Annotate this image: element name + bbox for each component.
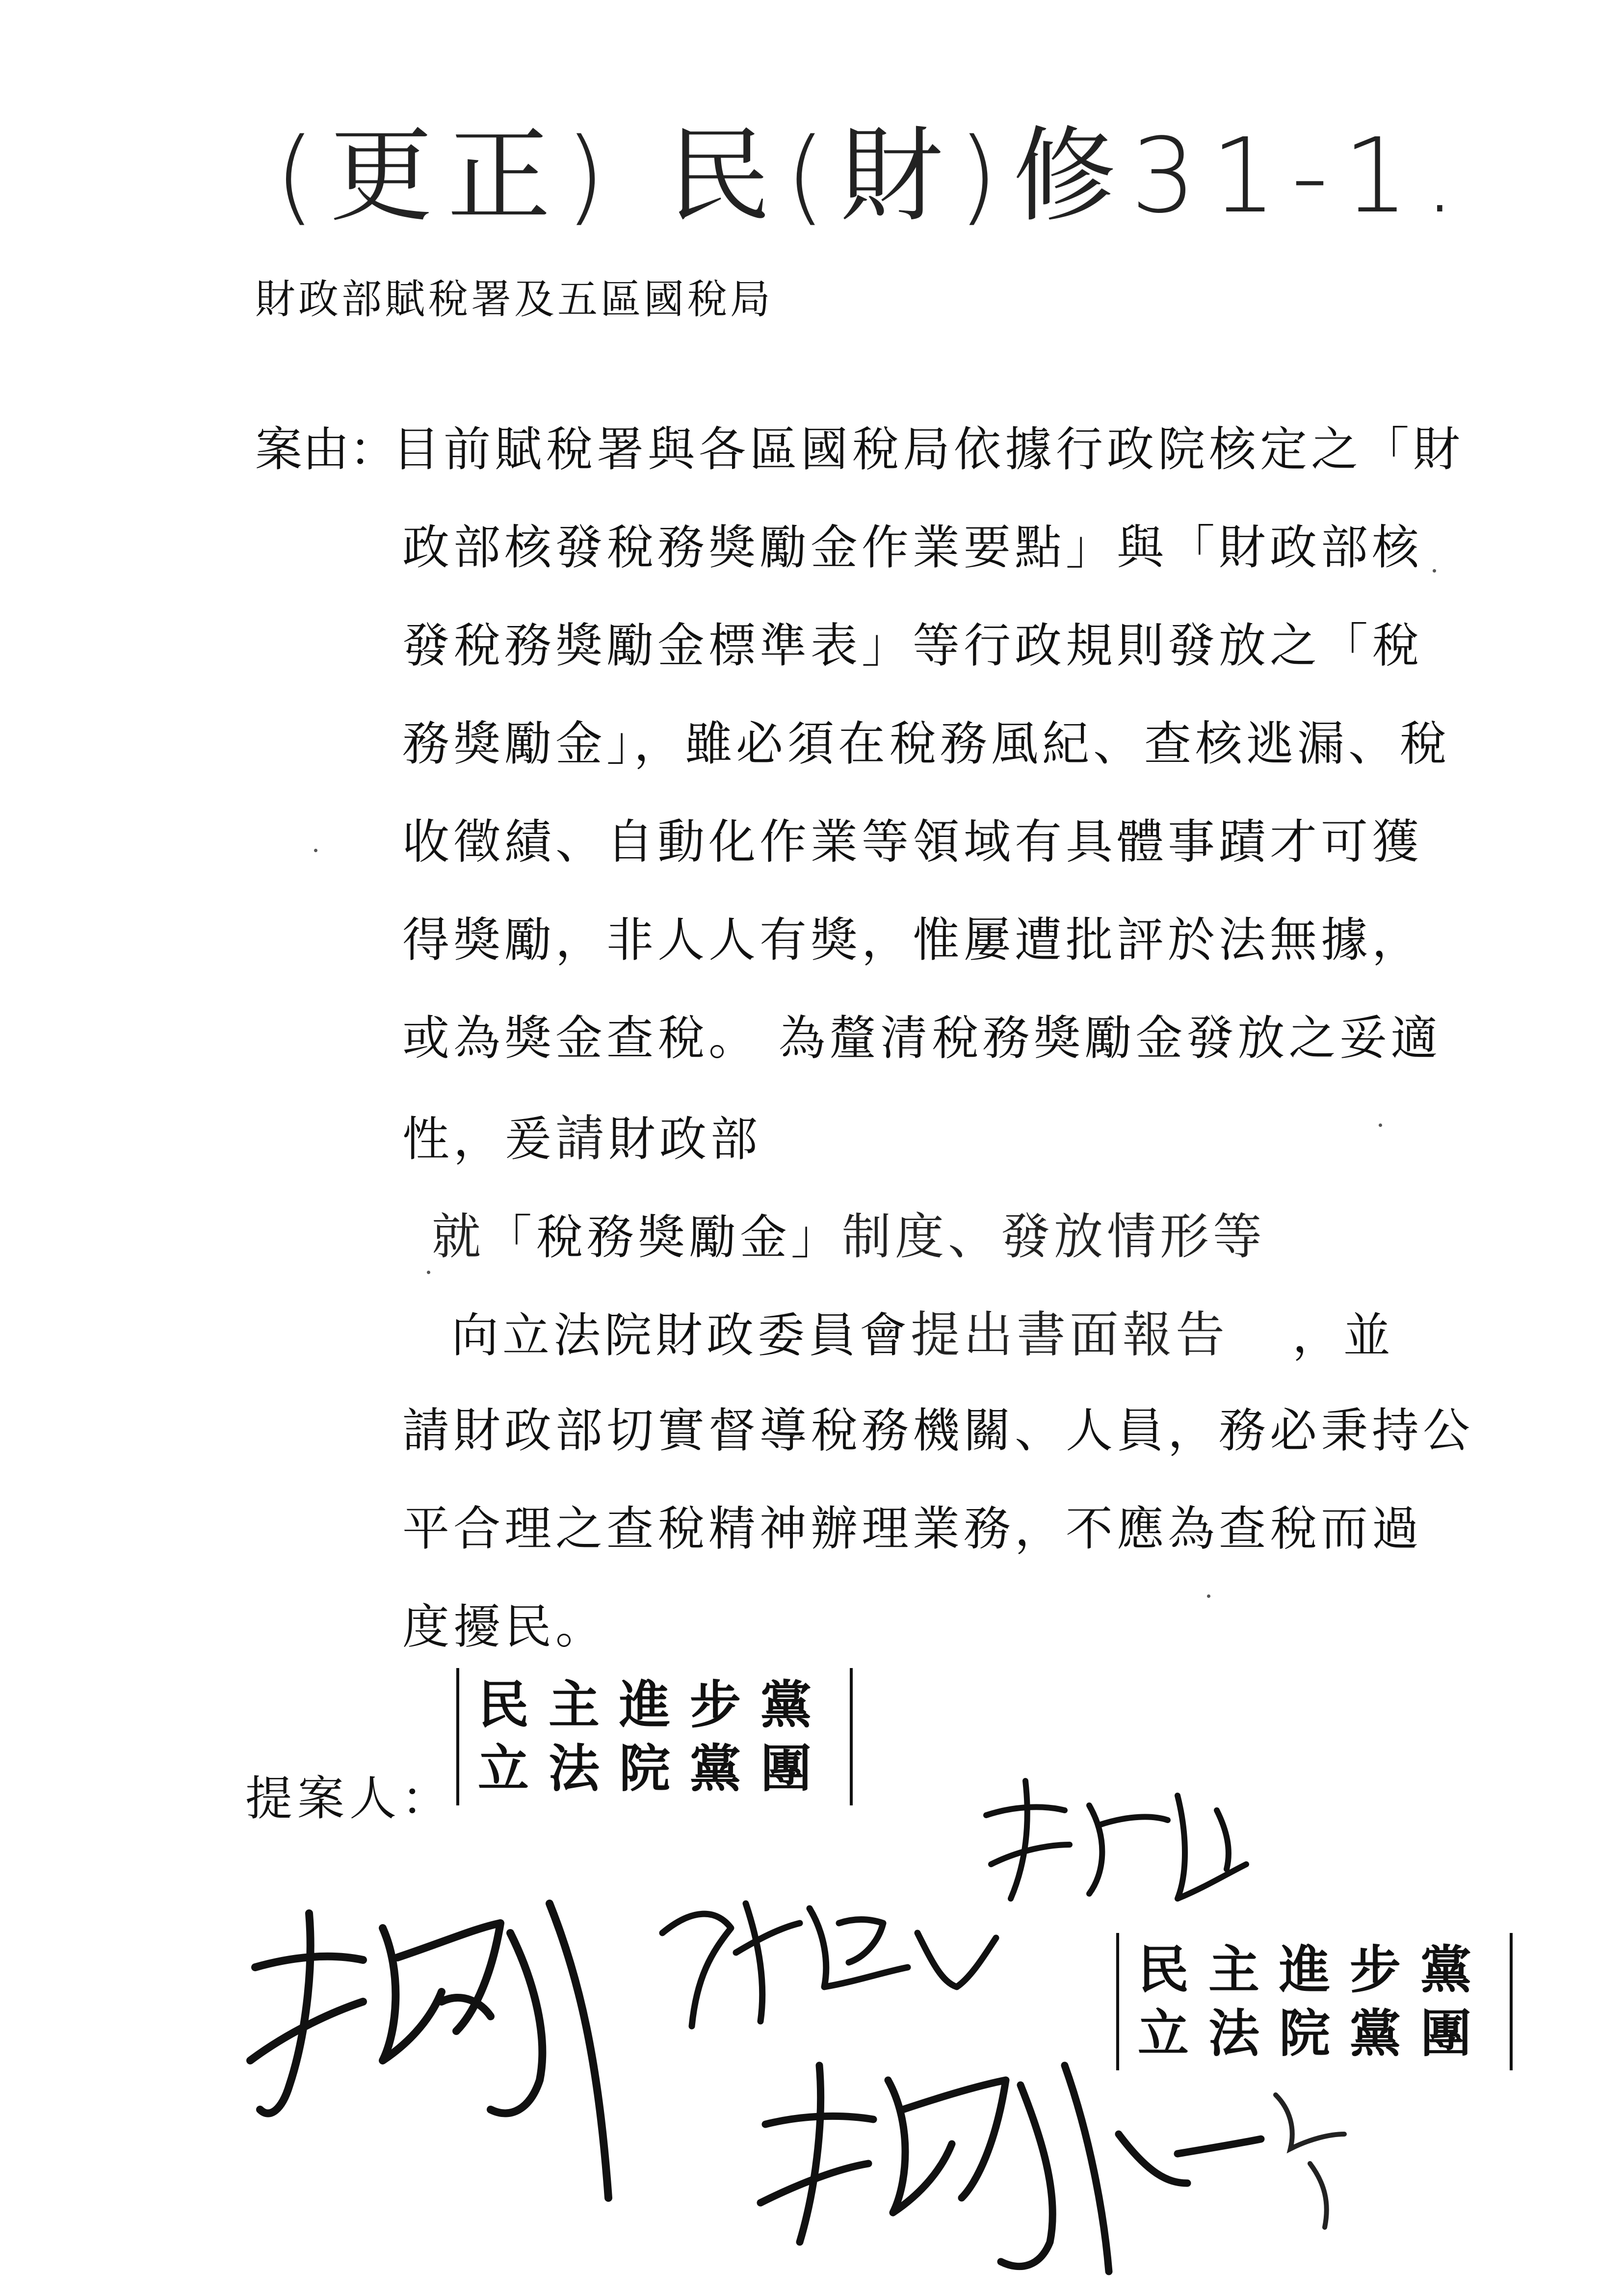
signature-1 — [236, 1854, 638, 2208]
case-line-12: 平合理之查稅精神辦理業務，不應為查稅而過 — [402, 1501, 1423, 1556]
case-line-1: 目前賦稅署與各區國稅局依據行政院核定之「財 — [393, 422, 1464, 477]
case-first-row — [255, 412, 1464, 510]
case-line-4: 務獎勵金」，雖必須在稅務風紀、查核逃漏、稅 — [402, 716, 1450, 771]
stamp-line-2: 立法院黨團 — [1138, 2004, 1492, 2063]
case-line-3: 發稅務獎勵金標準表」等行政規則發放之「稅 — [402, 618, 1423, 673]
handwritten-insert-system: 制度、發放情形等 — [842, 1208, 1266, 1265]
signature-2 — [653, 1864, 1006, 2051]
scan-speck — [1433, 569, 1436, 573]
recipient-line: 財政部賦稅署及五區國稅局 — [255, 276, 774, 323]
case-line-6: 得獎勵，非人人有獎，惟屢遭批評於法無據， — [402, 913, 1423, 967]
stamp-line-1: 民主進步黨 — [1138, 1940, 1492, 2000]
case-line-7: 或為獎金查稅。 為釐清稅務獎勵金發放之妥適 — [402, 1011, 1442, 1066]
case-label: 案由： — [255, 422, 396, 477]
scan-speck — [314, 849, 317, 852]
case-line-8 — [402, 1099, 1413, 1197]
handwritten-insert-qing: 請 — [555, 1110, 608, 1167]
case-line-8-prefix: 性，爰 — [402, 1112, 555, 1167]
proposer-label: 提案人： — [245, 1771, 453, 1826]
handwritten-insert-jiu: 就 — [432, 1208, 485, 1265]
case-line-9-print: 「稅務獎勵金」 — [485, 1210, 842, 1265]
signature-3 — [971, 1766, 1276, 1908]
scan-speck — [1379, 1123, 1382, 1127]
handwritten-insert-report: 提出書面報告 — [911, 1306, 1229, 1363]
party-caucus-stamp — [456, 1668, 853, 1805]
case-line-8-suffix: 財政部 — [608, 1112, 761, 1167]
case-line-5: 收徵績、自動化作業等領域有具體事蹟才可獲 — [402, 814, 1423, 869]
scan-speck — [1207, 1594, 1210, 1598]
case-line-2: 政部核發稅務獎勵金作業要點」與「財政部核 — [402, 520, 1423, 575]
case-line-10-print-b: ，並 — [1292, 1308, 1394, 1363]
scan-speck — [427, 1271, 430, 1274]
case-body — [255, 412, 1474, 1688]
stamp-line-1: 民主進步黨 — [478, 1675, 832, 1735]
signature-4 — [746, 2036, 1384, 2281]
stamp-line-2: 立法院黨團 — [478, 1739, 832, 1799]
case-line-9 — [432, 1197, 1413, 1295]
handwritten-header-note: (更正) 民(財)修31-1. — [275, 116, 1471, 236]
case-line-13: 度擾民。 — [402, 1599, 606, 1654]
case-line-10-print-a: 向立法院財政委員會 — [451, 1308, 911, 1363]
case-line-11: 請財政部切實督導稅務機關、人員，務必秉持公 — [402, 1403, 1474, 1458]
case-line-10 — [451, 1295, 1413, 1393]
